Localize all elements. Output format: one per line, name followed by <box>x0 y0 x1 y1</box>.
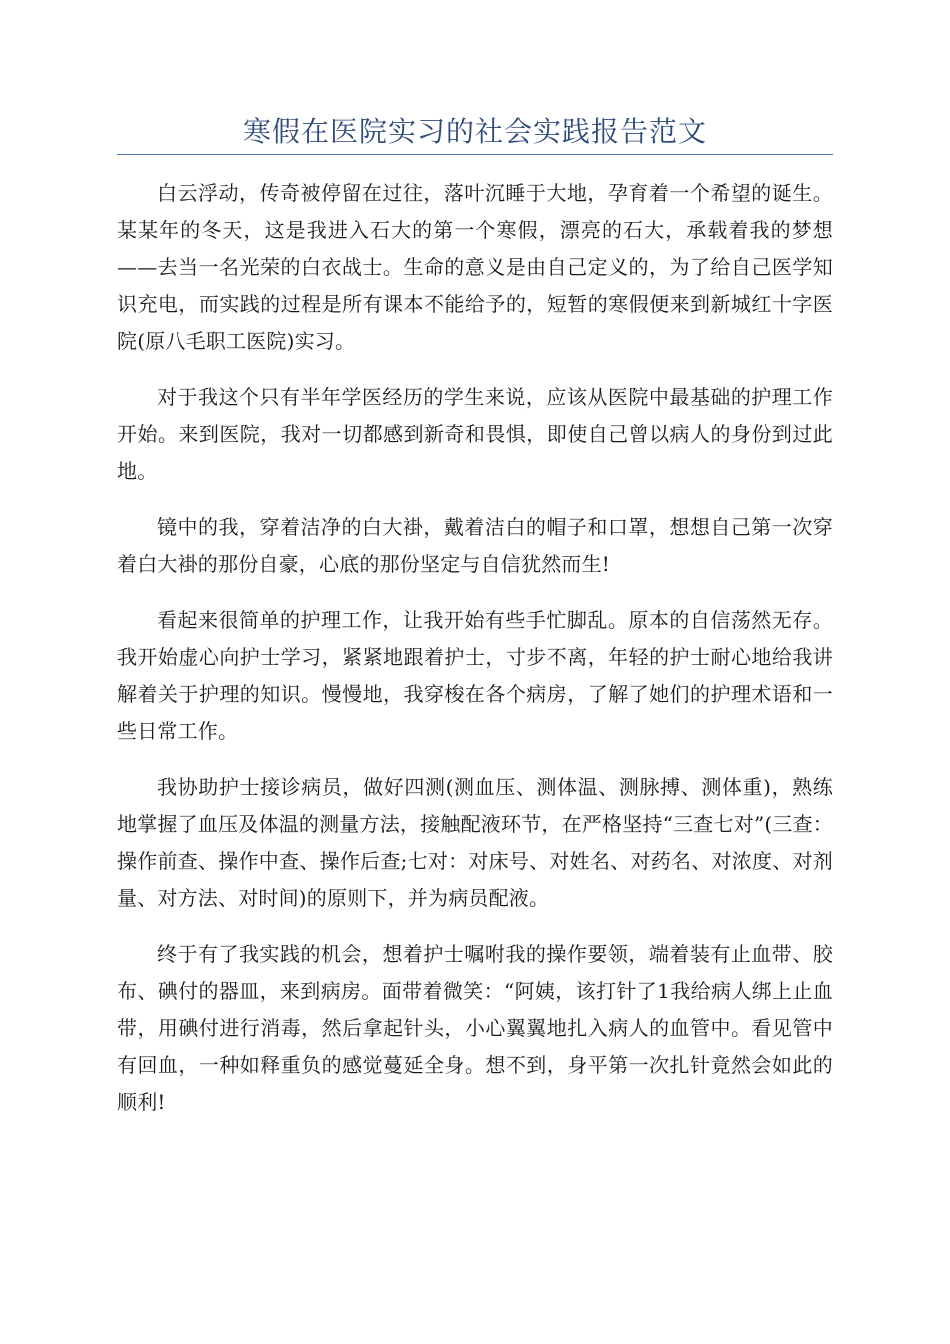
title-underline <box>117 154 833 155</box>
paragraph: 镜中的我，穿着洁净的白大褂，戴着洁白的帽子和口罩，想想自己第一次穿着白大褂的那份自豪，心底的那份坚定与自信犹然而生! <box>117 515 833 576</box>
paragraph: 我协助护士接诊病员，做好四测(测血压、测体温、测脉搏、测体重)，熟练地掌握了血压及体温的测量方法，接触配液环节，在严格坚持“三查七对”(三查：操作前查、操作中查、操作后查;七对：对床号、对姓名、对药名、对浓度、对剂量、对方法、对时间)的原则下，并为病员配液。 <box>117 775 833 910</box>
paragraph: 看起来很简单的护理工作，让我开始有些手忙脚乱。原本的自信荡然无存。我开始虚心向护士学习，紧紧地跟着护士，寸步不离，年轻的护士耐心地给我讲解着关于护理的知识。慢慢地，我穿梭在各个病房，了解了她们的护理术语和一些日常工作。 <box>117 608 833 743</box>
document-title: 寒假在医院实习的社会实践报告范文 <box>242 115 707 148</box>
paragraph: 白云浮动，传奇被停留在过往，落叶沉睡于大地，孕育着一个希望的诞生。某某年的冬天，这是我进入石大的第一个寒假，漂亮的石大，承载着我的梦想——去当一名光荣的白衣战士。生命的意义是由自己定义的，为了给自己医学知识充电，而实践的过程是所有课本不能给予的，短暂的寒假便来到新城红十字医院(原八毛职工医院)实习。 <box>117 181 833 353</box>
paragraph: 对于我这个只有半年学医经历的学生来说，应该从医院中最基础的护理工作开始。来到医院，我对一切都感到新奇和畏惧，即使自己曾以病人的身份到过此地。 <box>117 385 833 483</box>
paragraph: 终于有了我实践的机会，想着护士嘱咐我的操作要领，端着装有止血带、胶布、碘付的器皿，来到病房。面带着微笑：“阿姨，该打针了1我给病人绑上止血带，用碘付进行消毒，然后拿起针头，小心翼翼地扎入病人的血管中。看见管中有回血，一种如释重负的感觉蔓延全身。想不到，身平第一次扎针竟然会如此的顺利! <box>117 942 833 1114</box>
document-body <box>117 175 833 1140</box>
